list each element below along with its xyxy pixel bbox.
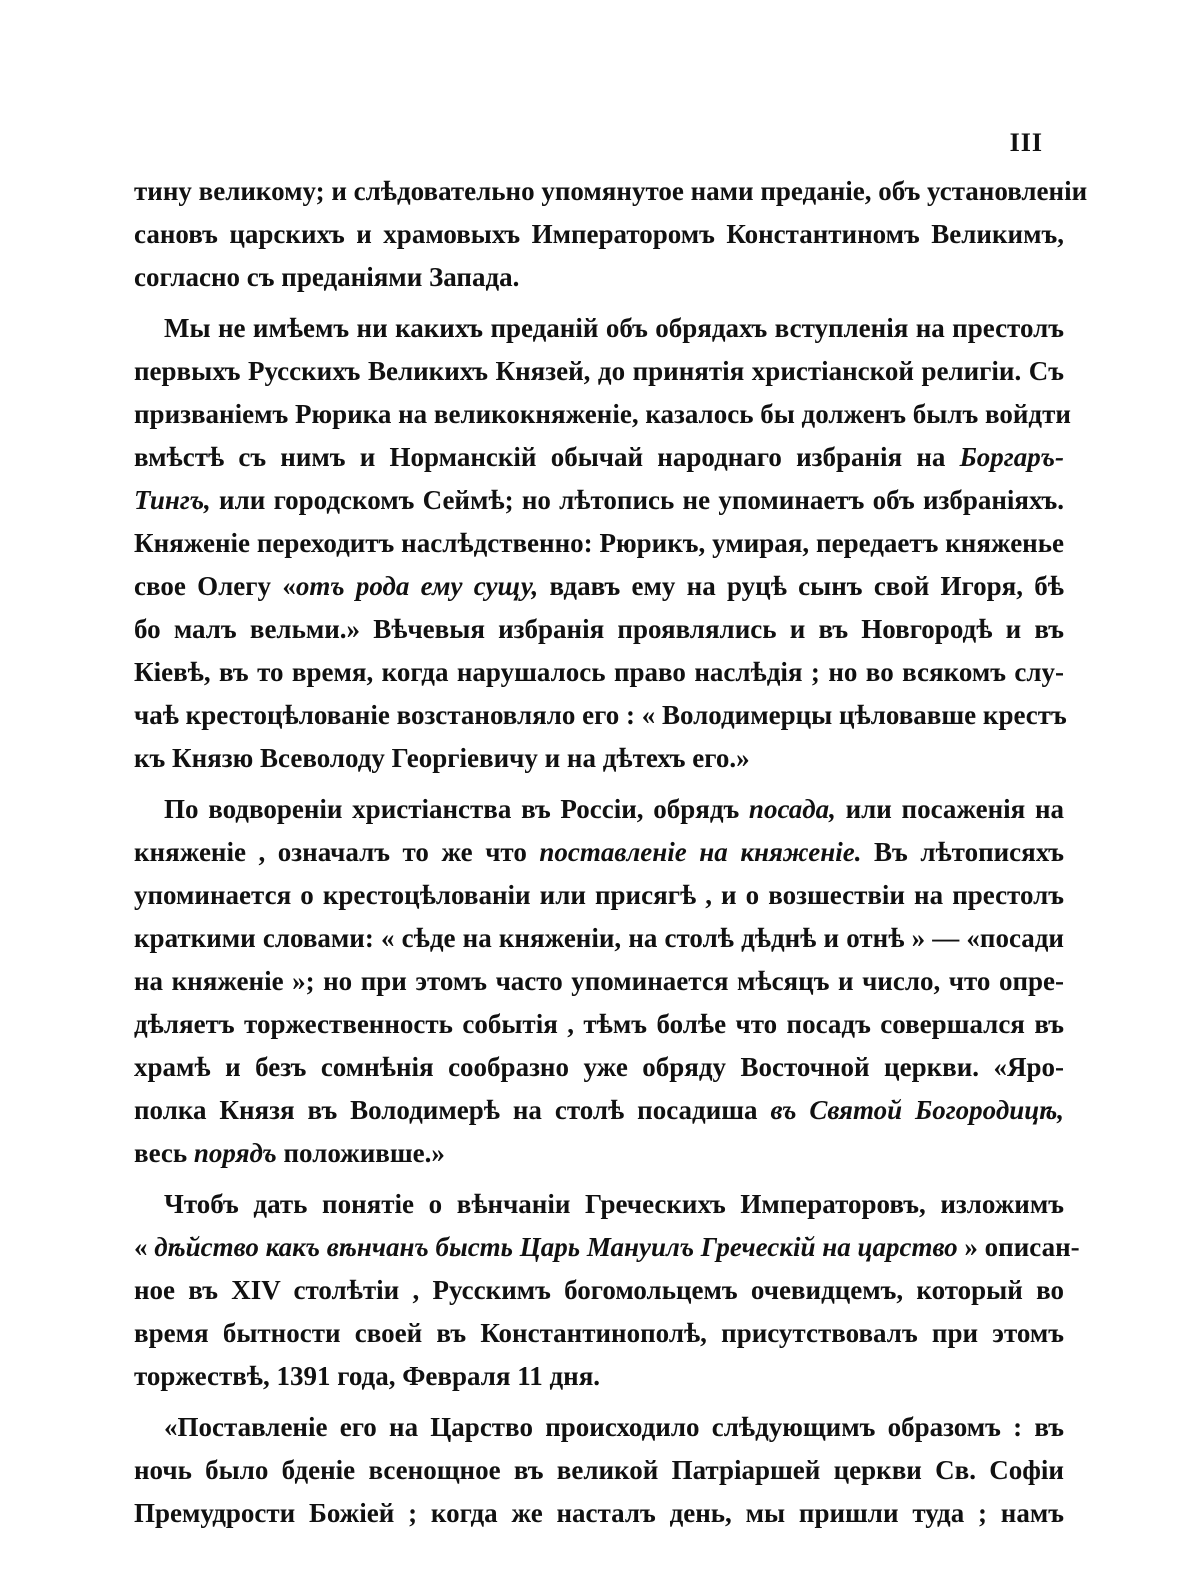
- text-run: храмѣ и безъ сомнѣнія сообразно уже обряду Восточной церкви. «Яро-: [134, 1052, 1064, 1082]
- text-run: весь: [134, 1138, 194, 1168]
- paragraph: [134, 788, 1064, 1175]
- italic-run: отъ рода ему сущу,: [295, 571, 539, 601]
- text-line: [134, 436, 1064, 479]
- text-run: положивше.»: [276, 1138, 445, 1168]
- text-run: къ Князю Всеволоду Георгіевичу и на дѣтехъ его.»: [134, 743, 750, 773]
- text-run: Чтобъ дать понятіе о вѣнчаніи Греческихъ Императоровъ, изложимъ: [164, 1189, 1064, 1219]
- text-line: [134, 960, 1064, 1003]
- text-line: [134, 393, 1071, 436]
- text-run: Премудрости Божіей ; когда же насталъ день, мы пришли туда ; намъ: [134, 1498, 1064, 1528]
- text-run: торжествѣ, 1391 года, Февраля 11 дня.: [134, 1361, 601, 1391]
- paragraph: [134, 170, 1088, 299]
- text-line: [134, 479, 1064, 522]
- italic-run: поставленіе на княженіе.: [539, 837, 862, 867]
- text-run: или посаженія на: [835, 794, 1065, 824]
- text-line: [134, 213, 1064, 256]
- italic-run: Тингъ,: [134, 485, 211, 515]
- text-line: [134, 1312, 1064, 1355]
- text-line: [134, 788, 1064, 831]
- text-line: [134, 694, 1067, 737]
- text-line: [134, 1355, 1064, 1398]
- paragraph: [134, 1183, 1080, 1398]
- text-line: [134, 256, 1064, 299]
- text-run: Кіевѣ, въ то время, когда нарушалось право наслѣдія ; но во всякомъ слу-: [134, 657, 1064, 687]
- text-run: дѣляетъ торжественность событія , тѣмъ болѣе что посадъ совершался въ: [134, 1009, 1064, 1039]
- text-line: [134, 1269, 1064, 1312]
- text-run: призваніемъ Рюрика на великокняженіе, казалось бы долженъ былъ войдти: [134, 399, 1071, 429]
- text-line: [134, 737, 1064, 780]
- text-line: [134, 1089, 1064, 1132]
- text-run: «Поставленіе его на Царство происходило слѣдующимъ образомъ : въ: [164, 1412, 1064, 1442]
- text-run: первыхъ Русскихъ Великихъ Князей, до принятія христіанской религіи. Съ: [134, 356, 1064, 386]
- text-run: вдавъ ему на руцѣ сынъ свой Игоря, бѣ: [538, 571, 1064, 601]
- italic-run: посада,: [748, 794, 836, 824]
- italic-run: въ Святой Богородицѣ,: [770, 1095, 1065, 1125]
- italic-run: дѣйство какъ вѣнчанъ бысть Царь Мануилъ Греческій на царство: [154, 1232, 958, 1262]
- text-run: согласно съ преданіями Запада.: [134, 262, 520, 292]
- text-line: [134, 608, 1064, 651]
- text-run: время бытности своей въ Константинополѣ, присутствовалъ при этомъ: [134, 1318, 1064, 1348]
- text-run: сановъ царскихъ и храмовыхъ Императоромъ Константиномъ Великимъ,: [134, 219, 1064, 249]
- text-run: » описан-: [957, 1232, 1080, 1262]
- text-run: свое Олегу «: [134, 571, 296, 601]
- text-line: [134, 522, 1064, 565]
- text-line: [134, 1492, 1064, 1535]
- text-run: «: [134, 1232, 155, 1262]
- text-run: краткими словами: « сѣде на княженіи, на столѣ дѣднѣ и отнѣ » — «посади: [134, 923, 1064, 953]
- text-line: [134, 1003, 1064, 1046]
- text-run: бо малъ вельми.» Вѣчевыя избранія проявлялись и въ Новгородѣ и въ: [134, 614, 1064, 644]
- text-run: Мы не имѣемъ ни какихъ преданій объ обрядахъ вступленія на престолъ: [164, 313, 1064, 343]
- page-number: III: [1009, 128, 1043, 157]
- text-run: Въ лѣтописяхъ: [861, 837, 1064, 867]
- text-run: Княженіе переходитъ наслѣдственно: Рюрикъ, умирая, передаетъ княженье: [134, 528, 1064, 558]
- text-line: [134, 1183, 1064, 1226]
- text-line: [134, 1132, 1064, 1175]
- text-run: вмѣстѣ съ нимъ и Норманскій обычай народнаго избранія на: [134, 442, 960, 472]
- text-run: на княженіе »; но при этомъ часто упоминается мѣсяцъ и число, что опре-: [134, 966, 1064, 996]
- text-run: полка Князя въ Володимерѣ на столѣ посадиша: [134, 1095, 771, 1125]
- text-run: тину великому; и слѣдовательно упомянутое нами преданіе, объ установленіи: [134, 176, 1088, 206]
- text-run: упоминается о крестоцѣлованіи или присягѣ , и о возшествіи на престолъ: [134, 880, 1064, 910]
- text-line: [134, 1226, 1080, 1269]
- text-line: [134, 350, 1064, 393]
- text-run: или городскомъ Сеймѣ; но лѣтопись не упоминаетъ объ избраніяхъ.: [210, 485, 1064, 515]
- text-line: [134, 170, 1088, 213]
- text-line: [134, 651, 1064, 694]
- text-line: [134, 1449, 1064, 1492]
- italic-run: Боргаръ-: [959, 442, 1064, 472]
- italic-run: порядъ: [193, 1138, 277, 1168]
- paragraph: [134, 307, 1071, 780]
- text-run: По водвореніи христіанства въ Россіи, обрядъ: [164, 794, 749, 824]
- text-line: [134, 831, 1064, 874]
- text-line: [134, 1046, 1064, 1089]
- body-text: [134, 170, 1088, 1535]
- text-line: [134, 307, 1064, 350]
- text-line: [134, 565, 1064, 608]
- text-line: [134, 874, 1064, 917]
- paragraph: [134, 1406, 1064, 1535]
- text-line: [134, 917, 1064, 960]
- text-run: чаѣ крестоцѣлованіе возстановляло его : « Володимерцы цѣловавше крестъ: [134, 700, 1067, 730]
- text-run: ное въ XIV столѣтіи , Русскимъ богомольцемъ очевидцемъ, который во: [134, 1275, 1064, 1305]
- text-run: княженіе , означалъ то же что: [134, 837, 540, 867]
- text-run: ночь было бденіе всенощное въ великой Патріаршей церкви Св. Софіи: [134, 1455, 1064, 1485]
- text-line: [134, 1406, 1064, 1449]
